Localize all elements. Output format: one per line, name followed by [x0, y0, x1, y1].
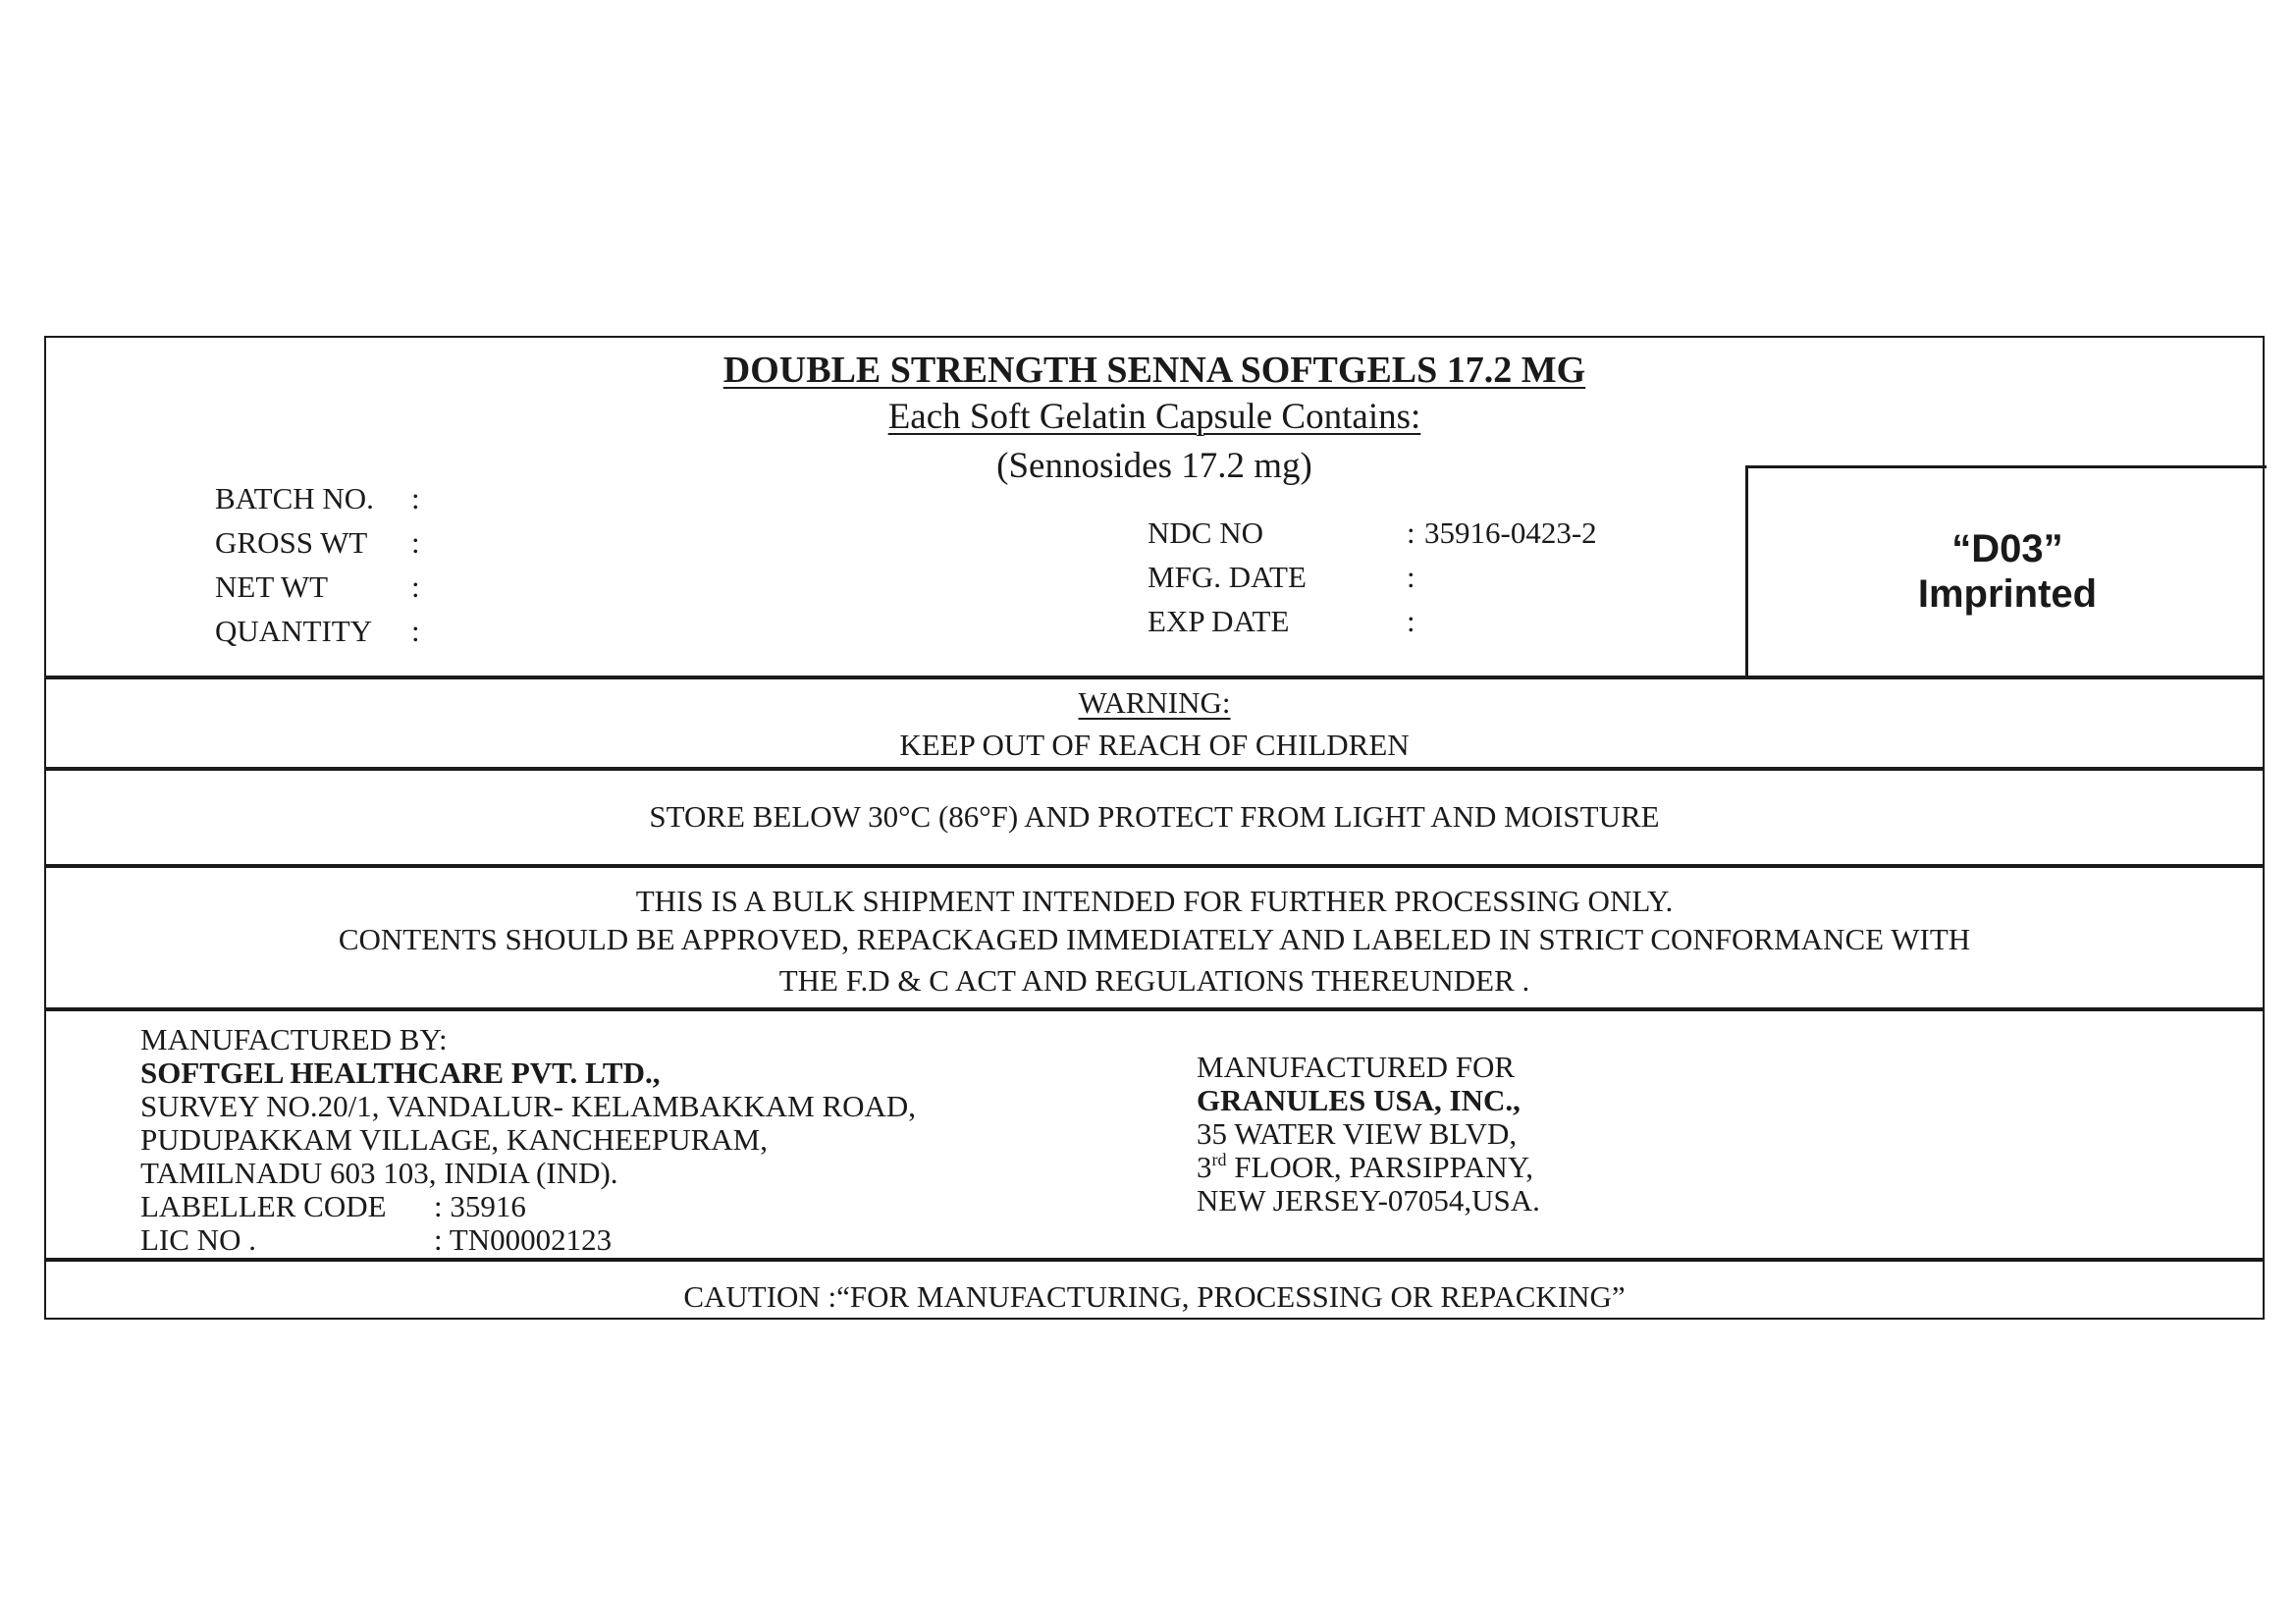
gross-wt-label: GROSS WT	[215, 525, 368, 560]
divider	[46, 676, 2263, 679]
net-wt-label: NET WT	[215, 569, 329, 604]
manufacturer-heading: MANUFACTURED BY:	[140, 1022, 448, 1056]
manufacturer-address-line: PUDUPAKKAM VILLAGE, KANCHEEPURAM,	[140, 1122, 768, 1157]
bulk-notice-line: CONTENTS SHOULD BE APPROVED, REPACKAGED IMMEDIATELY AND LABELED IN STRICT CONFORMANCE WITH	[338, 922, 1971, 956]
batch-no-sep: :	[411, 481, 420, 515]
ndc-no-value: 35916-0423-2	[1424, 515, 1597, 550]
bulk-notice-line: THE F.D & C ACT AND REGULATIONS THEREUNDER .	[778, 963, 1530, 998]
divider	[46, 1007, 2263, 1011]
gross-wt-sep: :	[411, 525, 420, 560]
exp-date-label: EXP DATE	[1148, 604, 1290, 638]
product-title: DOUBLE STRENGTH SENNA SOFTGELS 17.2 MG	[722, 350, 1586, 391]
storage-text: STORE BELOW 30°C (86°F) AND PROTECT FROM LIGHT AND MOISTURE	[649, 799, 1660, 834]
divider	[46, 1258, 2263, 1262]
divider	[46, 864, 2263, 868]
warning-heading: WARNING:	[1078, 685, 1231, 720]
lic-no-value: : TN00002123	[434, 1222, 613, 1257]
batch-no-label: BATCH NO.	[215, 481, 374, 515]
distributor-address-line: 35 WATER VIEW BLVD,	[1197, 1116, 1518, 1151]
imprint-text: Imprinted	[1917, 572, 2098, 616]
product-label	[44, 336, 2265, 1320]
lic-no-label: LIC NO .	[140, 1222, 256, 1257]
bulk-notice-line: THIS IS A BULK SHIPMENT INTENDED FOR FURTHER PROCESSING ONLY.	[635, 884, 1674, 918]
ndc-no-label: NDC NO	[1148, 515, 1263, 550]
manufacturer-address-line: SURVEY NO.20/1, VANDALUR- KELAMBAKKAM ROAD,	[140, 1089, 917, 1123]
warning-text: KEEP OUT OF REACH OF CHILDREN	[899, 728, 1410, 762]
composition: (Sennosides 17.2 mg)	[996, 446, 1312, 486]
distributor-name: GRANULES USA, INC.,	[1197, 1083, 1521, 1117]
mfg-date-label: MFG. DATE	[1148, 560, 1307, 594]
divider	[46, 767, 2263, 771]
manufacturer-name: SOFTGEL HEALTHCARE PVT. LTD.,	[140, 1056, 661, 1090]
exp-date-sep: :	[1407, 604, 1415, 638]
distributor-address-line: 3rd FLOOR, PARSIPPANY,	[1197, 1150, 1533, 1184]
imprint-box	[1745, 465, 2267, 677]
distributor-address-line: NEW JERSEY-07054,USA.	[1197, 1183, 1540, 1218]
ndc-no-sep: :	[1407, 515, 1415, 550]
manufacturer-address-line: TAMILNADU 603 103, INDIA (IND).	[140, 1156, 618, 1190]
distributor-heading: MANUFACTURED FOR	[1197, 1050, 1516, 1084]
labeller-code-value: : 35916	[434, 1189, 526, 1223]
quantity-label: QUANTITY	[215, 614, 373, 648]
net-wt-sep: :	[411, 569, 420, 604]
imprint-code: “D03”	[1951, 527, 2063, 570]
caution-text: CAUTION :“FOR MANUFACTURING, PROCESSING OR REPACKING”	[683, 1279, 1626, 1314]
capsule-contains-heading: Each Soft Gelatin Capsule Contains:	[887, 397, 1421, 437]
labeller-code-label: LABELLER CODE	[140, 1189, 387, 1223]
quantity-sep: :	[411, 614, 420, 648]
mfg-date-sep: :	[1407, 560, 1415, 594]
